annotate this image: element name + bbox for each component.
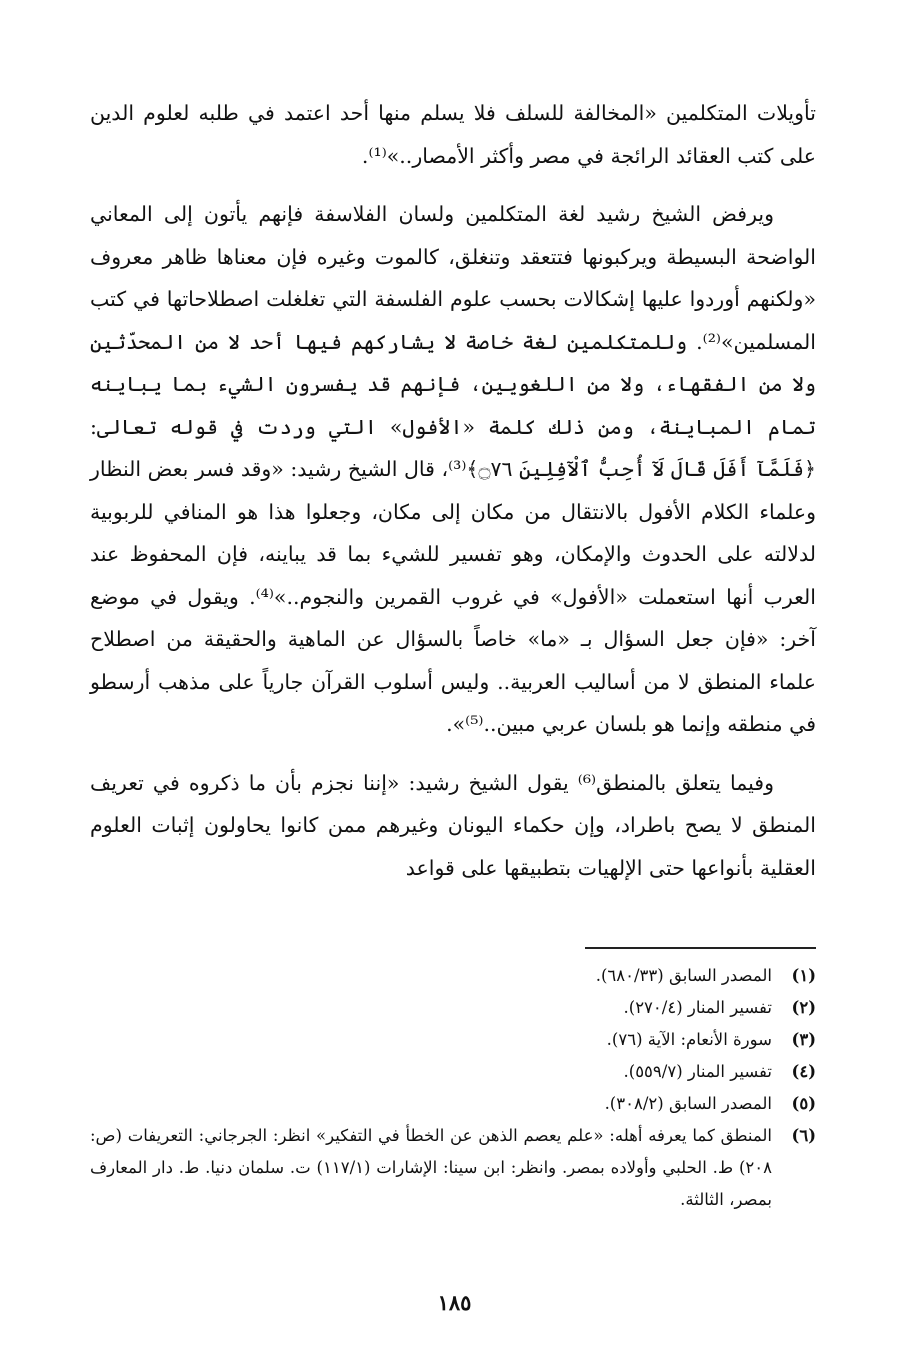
footnote bbox=[90, 992, 816, 1024]
footnote-number: (٣) bbox=[791, 1030, 816, 1049]
main-text bbox=[90, 92, 816, 889]
footnote-text: المصدر السابق (٣٠٨/٢). bbox=[604, 1094, 772, 1113]
footnote-text: المصدر السابق (٦٨٠/٣٣). bbox=[595, 966, 772, 985]
footnote bbox=[90, 1024, 816, 1056]
footnote-separator bbox=[585, 947, 816, 949]
footnote bbox=[90, 1056, 816, 1088]
footnote bbox=[90, 960, 816, 992]
footnote-number: (٥) bbox=[791, 1094, 816, 1113]
page-number: ١٨٥ bbox=[437, 1290, 472, 1315]
paragraph-continuation: تأويلات المتكلمين «المخالفة للسلف فلا يسلم منها أحد اعتمد في طلبه لعلوم الدين على كتب العقائد الرائجة في مصر وأكثر الأمصار..»⁽¹⁾. bbox=[90, 101, 816, 168]
paragraph-rashid-rejects-kalam: ويرفض الشيخ رشيد لغة المتكلمين ولسان الفلاسفة فإنهم يأتون إلى المعاني الواضحة البسيطة ويركبونها فتتعقد وتنغلق، كالموت وغيره فإن معناها ظاهر معروف «ولكنهم أوردوا عليها إشكالات بحسب علوم الفلسفة التي تغلغلت اصطلاحاتها في كتب المسلمين»⁽²⁾. وللمتكلمين لغة خاصة لا يشاركهم فيها أحد لا من المحدّثين ولا من الفقهاء، ولا من اللغويين، فإنهم قد يفسرون الشيء بما يباينه تمام المباينة، ومن ذلك كلمة «الأفول» التي وردت في قوله تعالى: ﴿فَلَمَّآ أَفَلَ قَالَ لَآ أُحِبُّ ٱلْآفِلِينَ ۝٧٦﴾⁽³⁾، قال الشيخ رشيد: «وقد فسر بعض النظار وعلماء الكلام الأفول بالانتقال من مكان إلى مكان، وجعلوا هذا هو المنافي للربوبية لدلالته على الحدوث والإمكان، وهو تفسير للشيء بما قد يباينه، فإن المحفوظ عند العرب أنها استعملت «الأفول» في غروب القمرين والنجوم..»⁽⁴⁾. ويقول في موضع آخر: «فإن جعل السؤال بـ «ما» خاصاً بالسؤال عن الماهية والحقيقة من اصطلاح علماء المنطق لا من أساليب العربية.. وليس أسلوب القرآن جارياً على مذهب أرسطو في منطقه وإنما هو بلسان عربي مبين..⁽⁵⁾». bbox=[90, 202, 816, 736]
footnote-text: تفسير المنار (٢٧٠/٤). bbox=[623, 998, 772, 1017]
footnote-number: (٦) bbox=[791, 1126, 816, 1145]
footnote-text: تفسير المنار (٥٥٩/٧). bbox=[623, 1062, 772, 1081]
footnote bbox=[90, 1088, 816, 1120]
footnote bbox=[90, 1120, 816, 1216]
paragraph-logic: وفيما يتعلق بالمنطق⁽⁶⁾ يقول الشيخ رشيد: «إننا نجزم بأن ما ذكروه في تعريف المنطق لا يصح باطراد، وإن حكماء اليونان وغيرهم ممن كانوا يحاولون إثبات العلوم العقلية بأنواعها حتى الإلهيات بتطبيقها على قواعد bbox=[90, 770, 816, 880]
footnotes bbox=[90, 960, 816, 1216]
footnote-text: سورة الأنعام: الآية (٧٦). bbox=[606, 1030, 772, 1049]
footnote-number: (٤) bbox=[791, 1062, 816, 1081]
footnote-text: المنطق كما يعرفه أهله: «علم يعصم الذهن عن الخطأ في التفكير» انظر: الجرجاني: التعريفات (ص: ٢٠٨) ط. الحلبي وأولاده بمصر. وانظر: ابن سينا: الإشارات (١١٧/١) ت. سلمان دنيا. ط. دار المعارف بمصر، الثالثة. bbox=[90, 1126, 772, 1209]
footnote-number: (٢) bbox=[791, 998, 816, 1017]
footnote-number: (١) bbox=[791, 966, 816, 985]
